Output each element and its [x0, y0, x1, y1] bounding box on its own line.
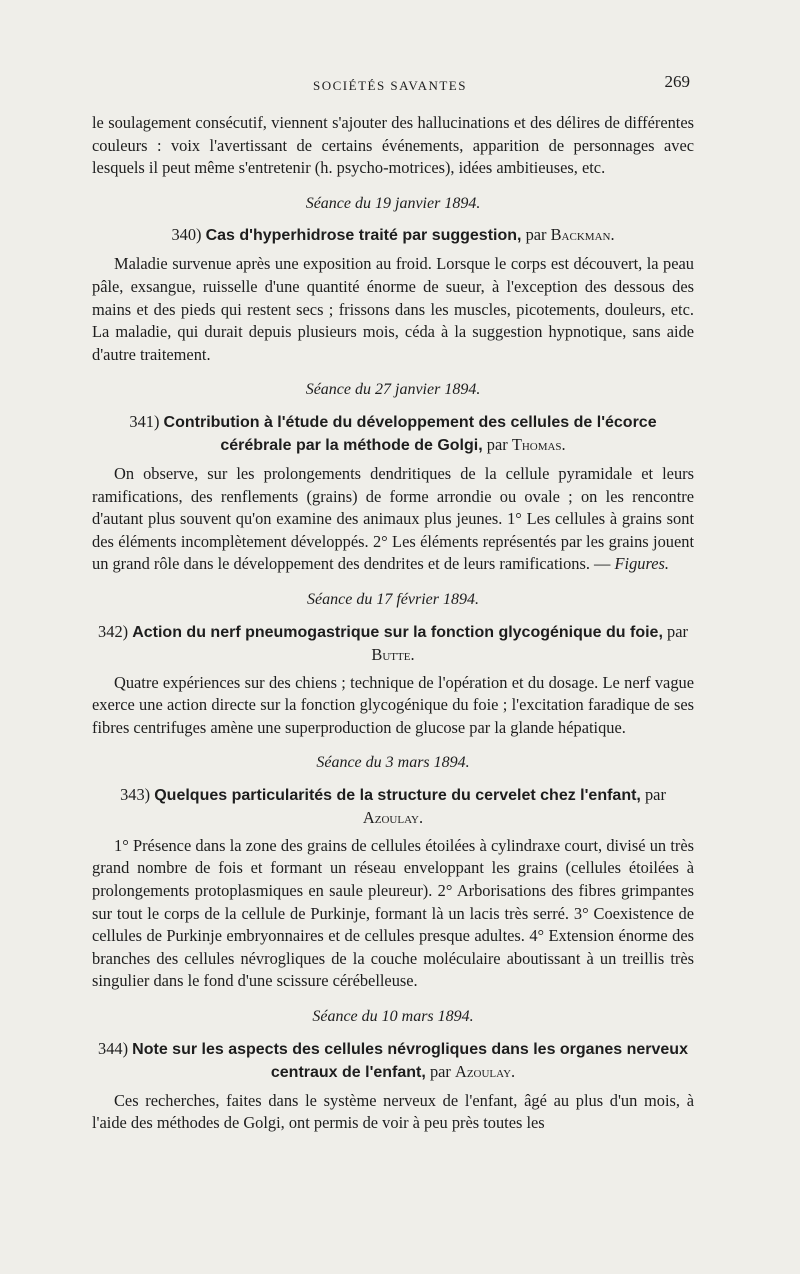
- entry-number: 342): [98, 621, 129, 641]
- par-word: par: [429, 1061, 451, 1081]
- par-word: par: [486, 434, 508, 454]
- seance-date-342: Séance du 17 février 1894.: [307, 590, 479, 608]
- seance-date-343: Séance du 3 mars 1894.: [316, 754, 470, 772]
- seance-date-344: Séance du 10 mars 1894.: [312, 1008, 474, 1026]
- entry-number: 343): [120, 784, 151, 804]
- page-number: 269: [664, 72, 690, 91]
- seance-date-340: Séance du 19 janvier 1894.: [305, 194, 481, 212]
- entry-body-343: 1° Présence dans la zone des grains de cellules étoilées à cylindraxe court, divisé un très grand nombre de fois et formant un réseau enveloppant les grains (cellules étoilées à prolongements protoplasmiques en saule pleureur). 2° Arborisations des fibres grimpantes sur tout le corps de la cellule de Purkinje, formant là un lacis très serré. 3° Coexistence de cellules de Purkinje embryonnaires et de cellules presque adultes. 4° Extension énorme des branches des cellules névrogliques de la couche moléculaire aboutissant à un treillis très singulier dans le fond d'une scissure cérébelleuse.: [92, 835, 694, 991]
- entry-author: Butte.: [371, 644, 415, 664]
- entry-author: Backman.: [550, 225, 615, 245]
- entry-number: 341): [129, 411, 160, 431]
- running-title: SOCIÉTÉS SAVANTES: [313, 78, 467, 93]
- entry-author: Azoulay.: [454, 1061, 516, 1081]
- entry-number: 340): [171, 225, 202, 245]
- page-header: [90, 72, 690, 98]
- entry-heading: Contribution à l'étude du développement des cellules de l'écorce cérébrale par la méthode de Golgi,: [163, 413, 657, 454]
- entry-heading: Cas d'hyperhidrose traité par suggestion,: [205, 227, 522, 245]
- entry-body-340: Maladie survenue après une exposition au froid. Lorsque le corps est découvert, la peau pâle, exsangue, ruisselle d'une quantité énorme de sueur, à l'exception des dessous des mains et des pieds qui restent secs ; frissons dans les muscles, picotements, douleurs, etc. La maladie, qui durait depuis plusieurs mois, céda à la suggestion hypnotique, sans aide d'autre traitement.: [92, 254, 694, 364]
- entry-author: Thomas.: [511, 434, 566, 454]
- page-content: [92, 112, 694, 1135]
- entry-author: Azoulay.: [362, 807, 424, 827]
- entry-number: 344): [98, 1038, 129, 1058]
- par-word: par: [644, 784, 666, 804]
- entry-title-341: [92, 411, 694, 457]
- entry-title-343: [92, 784, 694, 829]
- par-word: par: [667, 621, 688, 641]
- entry-body-344: Ces recherches, faites dans le système nerveux de l'enfant, âgé au plus d'un mois, à l'aide des méthodes de Golgi, ont permis de voir à peu près toutes les: [92, 1090, 694, 1133]
- entry-title-340: [92, 224, 694, 247]
- entry-title-342: [92, 621, 694, 666]
- entry-body-341: [92, 463, 694, 576]
- entry-heading: Quelques particularités de la structure du cervelet chez l'enfant,: [154, 786, 641, 804]
- seance-date-341: Séance du 27 janvier 1894.: [305, 381, 481, 399]
- par-word: par: [525, 225, 547, 245]
- entry-body-text: On observe, sur les prolongements dendritiques de la cellule pyramidale et leurs ramifications, des renflements (grains) de forme arrondie ou ovale ; on les rencontre d'autant plus souvent qu'on examine des animaux plus jeunes. 1° Les cellules à grains sont des éléments incomplètement développés. 2° Les éléments représentés par les grains jouent un grand rôle dans le développement des dendrites et de leurs ramifications. —: [92, 463, 694, 574]
- entry-title-344: [92, 1038, 694, 1084]
- entry-body-342: Quatre expériences sur des chiens ; technique de l'opération et du dosage. Le nerf vague exerce une action directe sur la fonction glycogénique du foie ; l'excitation faradique de ses fibres centrifuges amène une superproduction de glucose par la glande hépatique.: [92, 672, 694, 737]
- figures-note: Figures.: [614, 554, 670, 574]
- entry-heading: Action du nerf pneumogastrique sur la fonction glycogénique du foie,: [132, 623, 663, 641]
- intro-paragraph: le soulagement consécutif, viennent s'ajouter des hallucinations et des délires de différentes couleurs : voix l'avertissant de certains événements, apparition de personnages avec lesquels il peut même s'entretenir (h. psycho-motrices), idées ambitieuses, etc.: [92, 113, 694, 178]
- entry-heading: Note sur les aspects des cellules névrogliques dans les organes nerveux centraux de l'enfant,: [132, 1040, 688, 1081]
